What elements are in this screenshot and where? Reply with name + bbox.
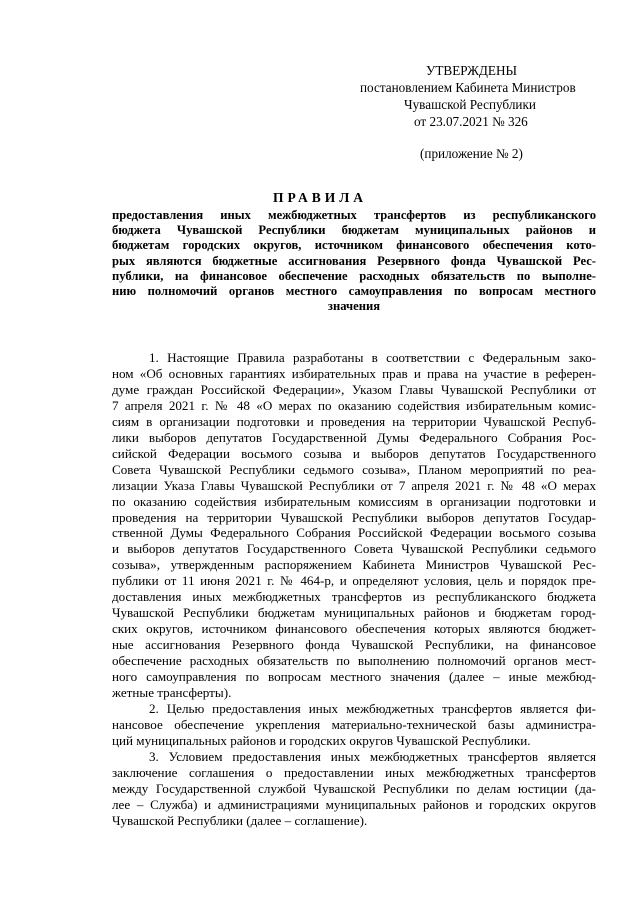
paragraph-line: жетные трансферты). xyxy=(112,685,232,701)
paragraph-line: ного самоуправления по вопросам местного значения (далее – иные межбюд- xyxy=(112,669,596,685)
document-subtitle xyxy=(112,208,596,314)
paragraph-line: публики от 11 июня 2021 г. № 464-р, и определяют условия, цель и порядок пре- xyxy=(112,573,596,589)
subtitle-line: бюджета Чувашской Республики бюджетам муниципальных районов и xyxy=(112,223,596,238)
paragraph-line: по оказанию содействия избирательным комиссиям в организации подготовки и xyxy=(112,493,596,509)
paragraph-line: 3. Условием предоставления иных межбюджетных трансфертов является xyxy=(149,748,596,764)
paragraph-2 xyxy=(112,701,596,749)
paragraph-line: сиям в организации подготовки и проведения на территории Чувашской Респуб- xyxy=(112,413,596,429)
paragraph-line: заключение соглашения о предоставлении иных межбюджетных трансфертов xyxy=(112,764,596,780)
subtitle-line: значения xyxy=(327,299,381,314)
paragraph-1 xyxy=(112,350,596,701)
subtitle-line: предоставления иных межбюджетных трансфертов из республиканского xyxy=(112,208,596,222)
paragraph-line: ном «Об основных гарантиях избирательных прав и права на участие в референ- xyxy=(112,365,596,381)
paragraph-line: доставления иных межбюджетных трансфертов из республиканского бюджета xyxy=(112,589,596,605)
paragraph-line: нансовое обеспечение укрепления материально-технической базы администра- xyxy=(112,716,596,732)
paragraph-line: Чувашской Республики (далее – соглашение). xyxy=(112,812,368,828)
paragraph-line: сийской Федерации восьмого созыва и выборов депутатов Государственного xyxy=(112,445,596,461)
approval-line-1: постановлением Кабинета Министров xyxy=(360,80,576,95)
paragraph-line: Чувашской Республики бюджетам муниципальных районов и бюджетам город- xyxy=(112,605,596,621)
paragraph-line: ственной Думы Федерального Собрания Российской Федерации восьмого созыва xyxy=(112,525,596,541)
approval-title: УТВЕРЖДЕНЫ xyxy=(426,63,518,78)
paragraph-line: и выборов депутатов Государственного Совета Чувашской Республики седьмого xyxy=(112,541,596,557)
paragraph-line: ций муниципальных районов и городских округов Чувашской Республики. xyxy=(112,732,531,748)
appendix-note: (приложение № 2) xyxy=(420,146,523,161)
paragraph-line: лее – Служба) и администрациями муниципальных районов и городских округов xyxy=(112,796,596,812)
paragraph-line: лизации Указа Главы Чувашской Республики от 7 апреля 2021 г. № 48 «О мерах xyxy=(112,477,596,493)
subtitle-line: рых являются бюджетные ассигнования Резервного фонда Чувашской Рес- xyxy=(112,253,596,268)
paragraph-line: проведения на территории Чувашской Республики выборов депутатов Государ- xyxy=(112,509,596,525)
paragraph-line: созыва», утвержденным распоряжением Кабинета Министров Чувашской Рес- xyxy=(112,557,596,573)
paragraph-line: 1. Настоящие Правила разработаны в соответствии с Федеральным зако- xyxy=(149,350,596,365)
paragraph-line: 2. Целью предоставления иных межбюджетных трансфертов является фи- xyxy=(149,700,596,716)
paragraph-line: 7 апреля 2021 г. № 48 «О мерах по оказанию содействия избирательным комис- xyxy=(112,397,596,413)
paragraph-line: лики выборов депутатов Государственной Думы Федерального Собрания Рос- xyxy=(112,429,596,445)
subtitle-line: нию полномочий органов местного самоуправления по вопросам местного xyxy=(112,284,596,299)
paragraph-line: между Государственной службой Чувашской Республики по делам юстиции (да- xyxy=(112,780,596,796)
subtitle-line: бюджетам городских округов, источником финансового обеспечения кото- xyxy=(112,238,596,253)
subtitle-line: публики, на финансовое обеспечение расходных обязательств по выполне- xyxy=(112,268,596,283)
approval-line-2: Чувашской Республики xyxy=(404,97,536,112)
approval-line-3: от 23.07.2021 № 326 xyxy=(414,114,528,129)
paragraph-line: думе граждан Российской Федерации», Указом Главы Чувашской Республики от xyxy=(112,381,596,397)
approval-block xyxy=(360,62,600,162)
paragraph-line: Совета Чувашской Республики седьмого созыва», Планом мероприятий по реа- xyxy=(112,461,596,477)
paragraph-line: ских округов, источником финансового обеспечения которых являются бюджет- xyxy=(112,621,596,637)
paragraph-line: обеспечение расходных обязательств по выполнению полномочий органов мест- xyxy=(112,653,596,669)
paragraph-line: ные ассигнования Резервного фонда Чувашской Республики, на финансовое xyxy=(112,637,596,653)
document-body xyxy=(112,350,596,829)
paragraph-3 xyxy=(112,749,596,829)
document-heading: ПРАВИЛА xyxy=(272,190,368,205)
